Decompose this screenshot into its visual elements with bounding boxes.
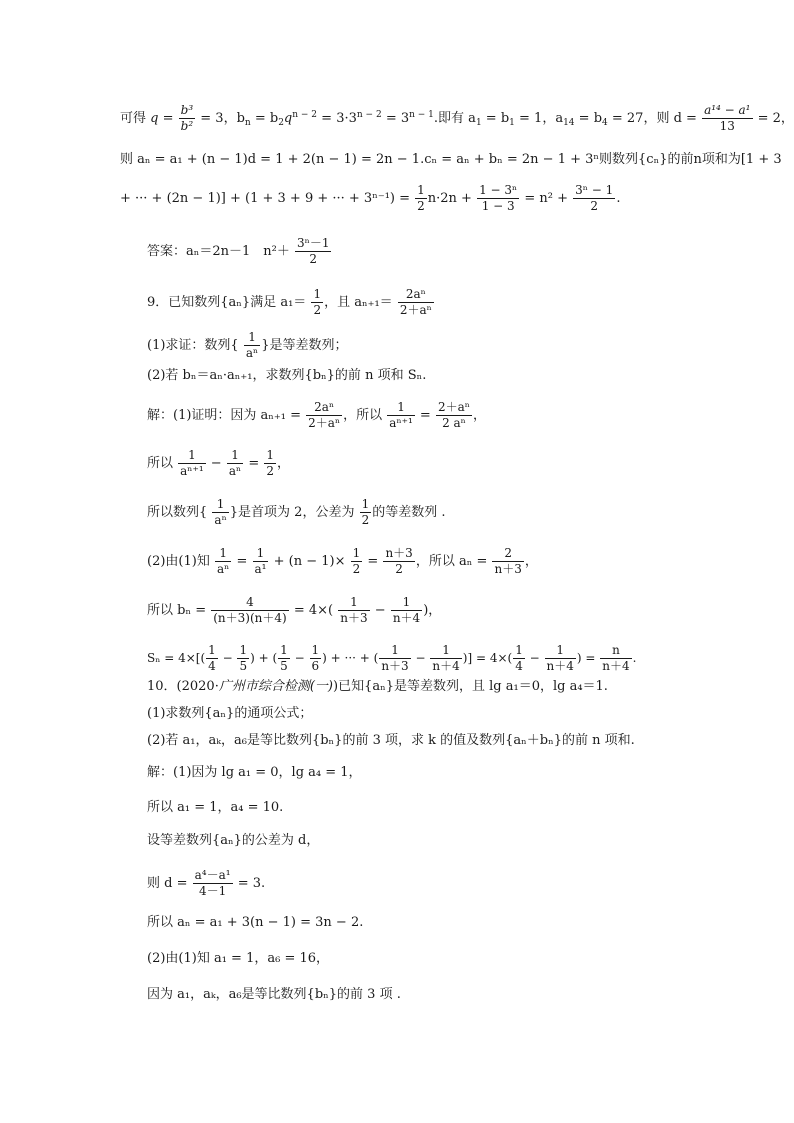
text: − (218, 651, 237, 665)
solution-line-1 (120, 103, 794, 134)
numerator: 2aⁿ (405, 287, 426, 301)
text: 所以 a₁ = 1，a₄ = 10. (147, 800, 284, 815)
fraction (227, 448, 243, 479)
text: 所以 bₙ = (147, 603, 211, 618)
text: = (363, 554, 383, 569)
text: = b (250, 111, 279, 126)
fraction (573, 183, 615, 214)
problem-9-part2 (147, 369, 426, 382)
text: = 3，b (196, 111, 245, 126)
fraction (398, 287, 434, 318)
numerator: 1 (352, 546, 361, 560)
numerator: a⁴－a¹ (194, 868, 231, 882)
numerator: 2aⁿ (314, 400, 335, 414)
text: = 3. (233, 876, 266, 891)
fraction (212, 497, 228, 528)
fraction (430, 643, 461, 674)
text: (1)求数列{aₙ}的通项公式； (147, 706, 313, 721)
subscript: 4 (602, 118, 608, 128)
fraction (253, 546, 269, 577)
solution-10-line-1 (147, 766, 362, 779)
text: 答案：aₙ＝2n－1 n²＋ (147, 244, 290, 259)
solution-9-line-4 (147, 546, 538, 577)
denominator: a¹ (254, 562, 267, 576)
fraction (278, 643, 290, 674)
text: (2)若 a₁，aₖ，a₆是等比数列{bₙ}的前 3 项，求 k 的值及数列{aₙ＋bₙ}的前 n 项和. (147, 733, 635, 748)
superscript: n − 2 (292, 110, 318, 120)
denominator: 2 (383, 561, 414, 577)
fraction (179, 103, 196, 134)
text: )已知{aₙ}是等差数列，且 lg a₁＝0，lg a₄＝1. (333, 679, 608, 694)
solution-9-line-6 (147, 643, 636, 674)
solution-9-line-3 (147, 497, 446, 528)
text: = (158, 111, 178, 126)
solution-9-line-5 (147, 595, 441, 626)
numerator: 1 (256, 546, 265, 560)
problem-9-part1 (147, 330, 347, 361)
problem-10-title (147, 680, 608, 693)
text: − (290, 651, 309, 665)
numerator: 3ⁿ − 1 (575, 183, 614, 197)
answer-line (147, 236, 332, 267)
text: Sₙ = 4×[( (147, 651, 206, 665)
fraction (215, 546, 231, 577)
text: = b (574, 111, 603, 126)
denominator: n＋4 (392, 611, 421, 625)
fraction (338, 595, 369, 626)
solution-line-3 (120, 183, 620, 214)
denominator: 1 − 3 (477, 198, 519, 214)
text: n·2n + (427, 191, 477, 206)
fraction (492, 546, 523, 577)
text: (2)由(1)知 (147, 554, 210, 569)
numerator: 1 (208, 643, 216, 657)
subscript: 1 (509, 118, 515, 128)
denominator: 2＋aⁿ (308, 416, 341, 430)
numerator: 1 (280, 643, 288, 657)
numerator: 2＋aⁿ (437, 400, 470, 414)
denominator: n＋3 (381, 659, 409, 673)
fraction (310, 643, 322, 674)
text: . (616, 191, 621, 206)
denominator: 2 (573, 198, 615, 214)
fraction (436, 400, 472, 431)
fraction (351, 546, 363, 577)
denominator: aⁿ (245, 346, 259, 360)
text: 解：(1)证明：因为 aₙ₊₁ = (147, 408, 306, 423)
fraction (387, 400, 415, 431)
fraction (702, 103, 752, 134)
text: }是等差数列； (261, 338, 348, 353)
denominator: 4 (515, 659, 523, 673)
fraction (513, 643, 525, 674)
text: = 3 (381, 111, 410, 126)
solution-9-line-2 (147, 448, 290, 479)
text: = (415, 408, 435, 423)
text: . (632, 651, 637, 665)
numerator: 1 (556, 643, 565, 657)
fraction (600, 643, 631, 674)
text: ) + ··· + ( (322, 651, 379, 665)
numerator: 1 (350, 595, 358, 609)
denominator: n＋4 (602, 659, 630, 673)
denominator: 2 (352, 562, 361, 576)
fraction (379, 643, 410, 674)
denominator: 2 (361, 513, 370, 527)
denominator: 4 (208, 659, 216, 673)
fraction (295, 236, 331, 267)
solution-10-line-4 (147, 868, 265, 899)
text: ， (277, 456, 291, 471)
fraction (360, 497, 372, 528)
fraction (244, 330, 260, 361)
numerator: 1 (248, 330, 256, 344)
denominator: 2 (266, 464, 274, 478)
source-label: 广州市综合检测(一) (218, 679, 333, 694)
fraction (383, 546, 414, 577)
text: 10．(2020· (147, 679, 219, 694)
text: ) + ( (250, 651, 278, 665)
subscript: 14 (563, 118, 575, 128)
denominator: aⁿ (216, 562, 230, 576)
numerator: 2 (504, 546, 512, 560)
denominator: 2 (417, 199, 425, 213)
text: = 27，则 d = (607, 111, 702, 126)
denominator: 4－1 (193, 883, 233, 899)
numerator: 1 − 3ⁿ (479, 183, 518, 197)
text: q (150, 111, 159, 126)
text: (2)由(1)知 a₁ = 1，a₆ = 16， (147, 951, 330, 966)
denominator: 2 aⁿ (436, 415, 472, 431)
problem-9-title (147, 287, 435, 318)
denominator: n＋4 (546, 659, 574, 673)
text: )] = 4×( (462, 651, 513, 665)
text: = 1，a (514, 111, 564, 126)
numerator: 1 (442, 643, 450, 657)
denominator: n＋3 (340, 611, 368, 625)
subscript: n (244, 118, 251, 128)
fraction (311, 287, 323, 318)
text: = n² + (520, 191, 573, 206)
numerator: 1 (216, 497, 225, 511)
text: 则 aₙ = a₁ + (n − 1)d = 1 + 2(n − 1) = 2n − 1.cₙ = aₙ + bₙ = 2n − 1 + 3ⁿ则数列{cₙ}的前n项和为[1 + 3 (120, 152, 782, 167)
text: 的等差数列 . (372, 505, 446, 520)
numerator: 1 (313, 287, 322, 301)
numerator: 1 (397, 400, 405, 414)
numerator: 1 (515, 643, 523, 657)
solution-line-2 (120, 153, 782, 166)
text: ， (472, 408, 486, 423)
fraction (306, 400, 342, 431)
fraction (391, 595, 422, 626)
numerator: 1 (402, 595, 411, 609)
fraction (193, 868, 233, 899)
text: 所以 (147, 456, 174, 471)
text: (1)求证：数列{ (147, 338, 239, 353)
text: 所以数列{ (147, 505, 208, 520)
solution-10-line-2 (147, 801, 283, 814)
denominator: aⁿ⁺¹ (389, 416, 413, 430)
numerator: b³ (180, 103, 194, 117)
numerator: 1 (219, 546, 227, 560)
denominator: 2＋aⁿ (399, 303, 432, 317)
text: + (n − 1)× (269, 554, 346, 569)
text: 则 d = (147, 876, 192, 891)
numerator: 1 (231, 448, 239, 462)
denominator: aⁿ⁺¹ (180, 464, 204, 478)
denominator: n＋3 (494, 562, 522, 576)
text: ， (524, 554, 538, 569)
text: 可得 (120, 111, 151, 126)
problem-10-part1 (147, 707, 312, 720)
text: = 2， (753, 111, 794, 126)
text: − (525, 651, 544, 665)
denominator: b² (180, 119, 194, 133)
superscript: n − 2 (356, 110, 382, 120)
numerator: 1 (391, 643, 399, 657)
text: )， (423, 603, 442, 618)
text: = 3·3 (317, 111, 357, 126)
fraction (206, 643, 218, 674)
numerator: 1 (361, 497, 370, 511)
fraction (545, 643, 576, 674)
text: + ··· + (2n − 1)] + (1 + 3 + 9 + ··· + 3ⁿ⁻¹) = (120, 191, 415, 206)
text: = (232, 554, 252, 569)
denominator: aⁿ (228, 464, 242, 478)
denominator: (n＋3)(n＋4) (213, 611, 287, 625)
numerator: 1 (239, 643, 248, 657)
solution-10-line-3 (147, 834, 319, 847)
text: = 4×( (289, 603, 334, 618)
fraction (211, 595, 288, 626)
numerator: 1 (266, 448, 274, 462)
text: 因为 a₁，aₖ，a₆是等比数列{bₙ}的前 3 项 . (147, 987, 401, 1002)
numerator: n＋3 (385, 546, 413, 560)
text: ) = (576, 651, 600, 665)
numerator: 1 (417, 183, 425, 197)
text: (2)若 bₙ＝aₙ·aₙ₊₁，求数列{bₙ}的前 n 项和 Sₙ. (147, 368, 427, 383)
text: − (411, 651, 430, 665)
text: 设等差数列{aₙ}的公差为 d， (147, 833, 320, 848)
text: q (283, 111, 293, 126)
text: 解：(1)因为 lg a₁ = 0，lg a₄ = 1， (147, 765, 362, 780)
denominator: 2 (295, 251, 331, 267)
text: − (206, 456, 226, 471)
fraction (415, 183, 427, 214)
fraction (237, 643, 249, 674)
denominator: 5 (239, 659, 248, 673)
numerator: 4 (246, 595, 254, 609)
denominator: 2 (313, 303, 322, 317)
subscript: 1 (475, 118, 482, 128)
numerator: n (612, 643, 620, 657)
fraction (178, 448, 206, 479)
denominator: 13 (702, 118, 752, 134)
numerator: 1 (188, 448, 196, 462)
numerator: 3ⁿ－1 (297, 236, 330, 250)
text: 所以 aₙ = a₁ + 3(n − 1) = 3n − 2. (147, 915, 364, 930)
text: = (244, 456, 264, 471)
text: 9．已知数列{aₙ}满足 a₁＝ (147, 295, 307, 310)
text: ，所以 aₙ = (415, 554, 492, 569)
text: = b (481, 111, 510, 126)
solution-9-line-1 (147, 400, 486, 431)
numerator: a¹⁴ − a¹ (704, 103, 751, 117)
problem-10-part2 (147, 734, 635, 747)
fraction (477, 183, 519, 214)
superscript: n − 1 (409, 110, 434, 120)
solution-10-line-5 (147, 916, 363, 929)
denominator: 5 (280, 659, 288, 673)
solution-10-line-7 (147, 988, 401, 1001)
text: ，所以 (343, 408, 383, 423)
denominator: 6 (311, 659, 320, 673)
text: .即有 a (433, 111, 476, 126)
text: − (370, 603, 390, 618)
fraction (264, 448, 276, 479)
denominator: n＋4 (432, 659, 460, 673)
denominator: aⁿ (214, 513, 227, 527)
text: }是首项为 2，公差为 (229, 505, 355, 520)
subscript: 2 (278, 118, 284, 128)
numerator: 1 (311, 643, 320, 657)
solution-10-line-6 (147, 952, 329, 965)
text: ，且 aₙ₊₁＝ (324, 295, 393, 310)
